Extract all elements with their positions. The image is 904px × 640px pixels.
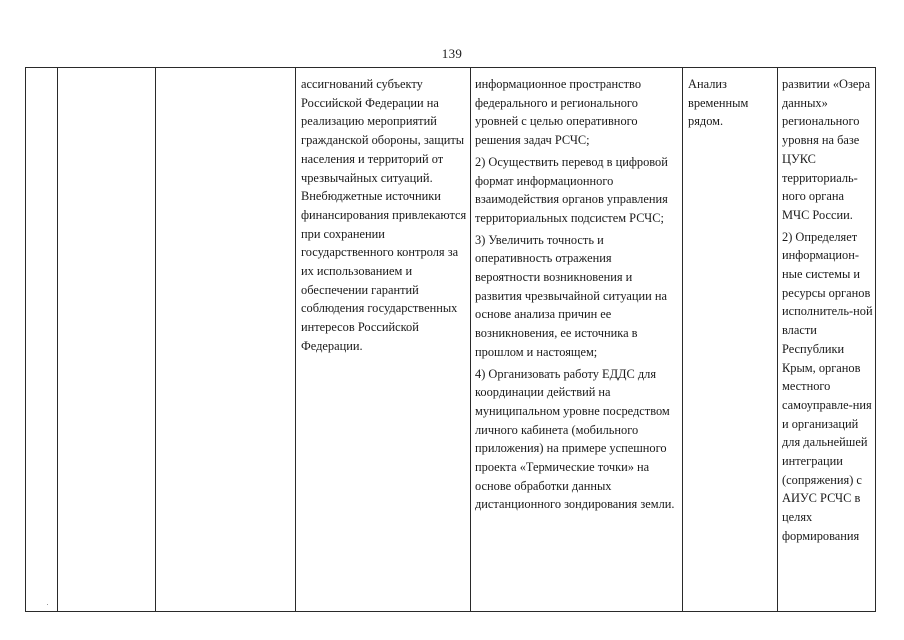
table-cell-col2 <box>58 68 156 612</box>
task-item: информационное пространство федерального и регионального уровней с целью оперативного решения задач РСЧС; <box>475 77 642 148</box>
page-number: 139 <box>441 46 463 61</box>
table-cell-col1 <box>26 68 58 612</box>
table-cell-tasks <box>471 68 683 612</box>
task-item: 4) Организовать работу ЕДДС для координации действий на муниципальном уровне посредством личного кабинета (мобильного приложения) на примере успешного проекта «Термические точки» на основе обработки данных дистанционного зондирования земли. <box>475 366 675 512</box>
method-text: Анализ временным рядом. <box>688 77 749 129</box>
funding-text: ассигнований субъекту Российской Федерации на реализацию мероприятий гражданской обороны, защиты населения и территорий от чрезвычайных ситуаций. Внебюджетные источники финансирования привлекаются при сохранении государственного контроля за их использованием и обеспечении гарантий соблюдения государственных интересов Российской Федерации. <box>301 77 467 353</box>
scan-artifact <box>47 604 48 605</box>
task-item: 3) Увеличить точность и оперативность отражения вероятности возникновения и развития чрезвычайной ситуации на основе анализа причин ее возникновения, ее источника в прошлом и настоящем; <box>475 232 668 359</box>
table-cell-results <box>778 68 876 612</box>
table-cell-method <box>683 68 778 612</box>
result-item: развитии «Озера данных» регионального уровня на базе ЦУКС территориаль-ного органа МЧС России. <box>782 77 871 222</box>
table-cell-col3 <box>156 68 296 612</box>
result-item: 2) Определяет информацион-ные системы и ресурсы органов исполнитель-ной власти Республики Крым, органов местного самоуправле-ния и организаций для дальнейшей интеграции (сопряжения) с АИУС РСЧС в целях формирования <box>782 229 873 543</box>
table-cell-funding-sources <box>296 68 471 612</box>
table-row <box>26 68 876 612</box>
document-table <box>25 67 876 612</box>
task-item: 2) Осуществить перевод в цифровой формат информационного взаимодействия органов управления территориальных подсистем РСЧС; <box>475 154 668 225</box>
